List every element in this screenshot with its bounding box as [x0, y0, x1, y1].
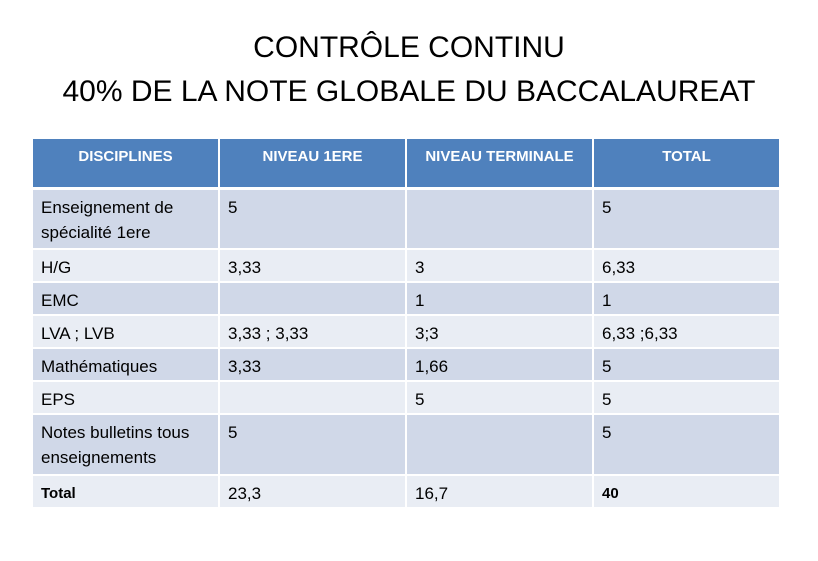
cell-niveau-1ere: 3,33 [219, 249, 406, 282]
cell-niveau-terminale: 16,7 [406, 475, 593, 508]
cell-discipline: LVA ; LVB [32, 315, 219, 348]
cell-total: 6,33 [593, 249, 780, 282]
cell-discipline: H/G [32, 249, 219, 282]
cell-total: 1 [593, 282, 780, 315]
header-niveau-terminale: NIVEAU TERMINALE [406, 138, 593, 188]
table-row [32, 348, 780, 381]
cell-discipline: Mathématiques [32, 348, 219, 381]
cell-discipline: Notes bulletins tous enseignements [32, 414, 219, 475]
table-row [32, 249, 780, 282]
slide-title-line-2: 40% DE LA NOTE GLOBALE DU BACCALAUREAT [62, 75, 756, 108]
cell-discipline: EMC [32, 282, 219, 315]
cell-niveau-1ere: 3,33 [219, 348, 406, 381]
cell-discipline: Total [32, 475, 219, 508]
grades-table [31, 137, 781, 509]
cell-niveau-terminale: 5 [406, 381, 593, 414]
table-row [32, 188, 780, 249]
cell-niveau-terminale: 1 [406, 282, 593, 315]
cell-niveau-1ere: 5 [219, 188, 406, 249]
cell-niveau-1ere: 3,33 ; 3,33 [219, 315, 406, 348]
table-row [32, 414, 780, 475]
cell-niveau-1ere: 23,3 [219, 475, 406, 508]
header-niveau-1ere: NIVEAU 1ERE [219, 138, 406, 188]
cell-discipline: EPS [32, 381, 219, 414]
cell-total: 5 [593, 414, 780, 475]
cell-niveau-terminale [406, 414, 593, 475]
cell-total: 5 [593, 188, 780, 249]
table-header-row [32, 138, 780, 188]
cell-niveau-terminale: 3 [406, 249, 593, 282]
slide-title-line-1: CONTRÔLE CONTINU [253, 31, 565, 64]
cell-total: 6,33 ;6,33 [593, 315, 780, 348]
cell-niveau-1ere: 5 [219, 414, 406, 475]
table-row [32, 282, 780, 315]
table-row [32, 315, 780, 348]
cell-total: 40 [593, 475, 780, 508]
cell-niveau-1ere [219, 282, 406, 315]
cell-discipline: Enseignement de spécialité 1ere [32, 188, 219, 249]
cell-niveau-terminale: 1,66 [406, 348, 593, 381]
cell-total: 5 [593, 348, 780, 381]
cell-total: 5 [593, 381, 780, 414]
table-row [32, 381, 780, 414]
header-disciplines: DISCIPLINES [32, 138, 219, 188]
header-total: TOTAL [593, 138, 780, 188]
cell-niveau-1ere [219, 381, 406, 414]
table-row-total [32, 475, 780, 508]
cell-niveau-terminale [406, 188, 593, 249]
cell-niveau-terminale: 3;3 [406, 315, 593, 348]
